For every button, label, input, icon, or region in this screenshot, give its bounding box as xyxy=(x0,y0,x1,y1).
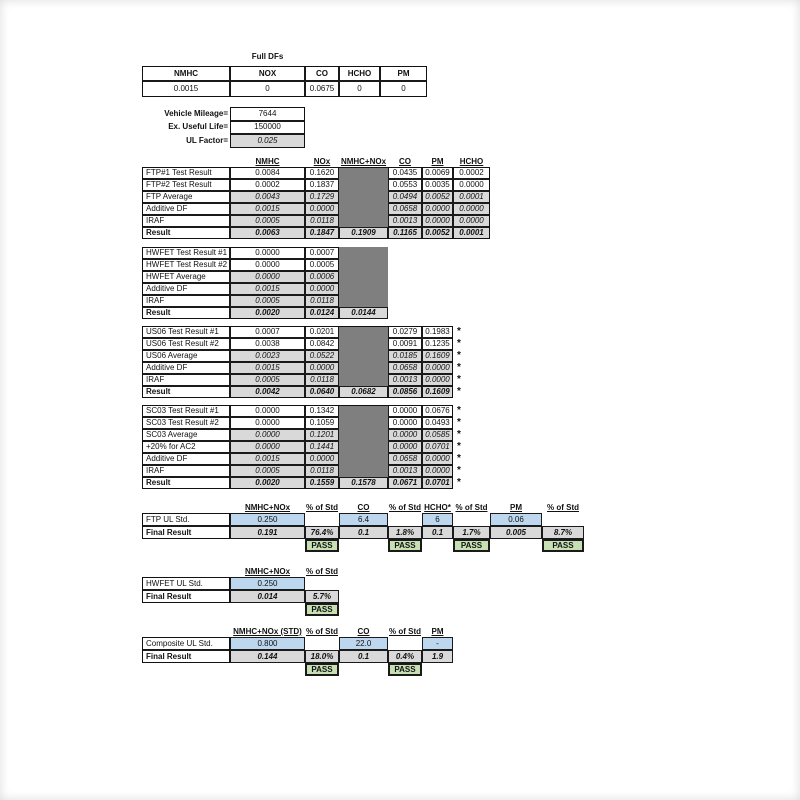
full-dfs-header-cell: PM xyxy=(380,66,427,81)
hwfet-row-label: IRAF xyxy=(142,295,230,307)
sc03-value-cell: 0.1201 xyxy=(305,429,339,441)
sc03-value-cell: 0.0493 xyxy=(422,417,453,429)
comp-sum-final-value-cell: 0.4% xyxy=(388,650,422,663)
ftp-row-label: FTP Average xyxy=(142,191,230,203)
us06-value-cell: 0.0000 xyxy=(422,374,453,386)
pass-badge: PASS xyxy=(305,663,339,676)
comp-sum-std-label: Composite UL Std. xyxy=(142,637,230,650)
sc03-value-cell: 0.0000 xyxy=(422,453,453,465)
ftp-sum-final-value-cell: 0.191 xyxy=(230,526,305,539)
sc03-row-label: SC03 Average xyxy=(142,429,230,441)
column-header: % of Std xyxy=(455,503,488,512)
full-dfs-value-cell: 0 xyxy=(380,81,427,97)
sc03-value-cell: 0.0585 xyxy=(422,429,453,441)
ftp-value-cell: 0.1165 xyxy=(388,227,422,239)
ftp-sum-final-label: Final Result xyxy=(142,526,230,539)
us06-value-cell: 0.0013 xyxy=(388,374,422,386)
sc03-value-cell: 0.0658 xyxy=(388,453,422,465)
ftp-value-cell: 0.0084 xyxy=(230,167,305,179)
hwfet-value-cell: 0.0000 xyxy=(230,271,305,283)
us06-value-cell: 0.0682 xyxy=(339,386,388,398)
sc03-row-label: Additive DF xyxy=(142,453,230,465)
sc03-value-cell: 0.0676 xyxy=(422,405,453,417)
footnote-asterisk: * xyxy=(457,453,461,464)
full-dfs-value-cell: 0.0015 xyxy=(142,81,230,97)
us06-value-cell: 0.0279 xyxy=(388,326,422,338)
ftp-value-cell: 0.0015 xyxy=(230,203,305,215)
ftp-sum-final-value-cell: 0.005 xyxy=(490,526,542,539)
nmhc-nox-blocked-region xyxy=(339,247,388,307)
hwfet-value-cell: 0.0118 xyxy=(305,295,339,307)
hwfet-value-cell: 0.0020 xyxy=(230,307,305,319)
ftp-row-label: Result xyxy=(142,227,230,239)
ftp-value-cell: 0.1729 xyxy=(305,191,339,203)
comp-sum-final-value-cell: 18.0% xyxy=(305,650,339,663)
column-header: NMHC+NOx xyxy=(340,157,387,166)
ftp-value-cell: 0.1620 xyxy=(305,167,339,179)
column-header: NMHC+NOx xyxy=(244,503,291,512)
sc03-value-cell: 0.0000 xyxy=(388,405,422,417)
ftp-sum-final-value-cell: 1.7% xyxy=(453,526,490,539)
ftp-value-cell: 0.0553 xyxy=(388,179,422,191)
column-header: % of Std xyxy=(306,503,338,512)
us06-value-cell: 0.0000 xyxy=(305,362,339,374)
us06-value-cell: 0.0185 xyxy=(388,350,422,362)
us06-row-label: IRAF xyxy=(142,374,230,386)
vehicle-info-value-cell: 150000 xyxy=(230,121,305,135)
hwfet-value-cell: 0.0007 xyxy=(305,247,339,259)
comp-sum-final-value-cell: 1.9 xyxy=(422,650,453,663)
full-dfs-header-cell: NOX xyxy=(230,66,305,81)
ftp-sum-final-value-cell: 76.4% xyxy=(305,526,339,539)
ftp-sum-std-value-cell: 6 xyxy=(422,513,453,526)
pass-badge: PASS xyxy=(542,539,584,552)
sc03-row-label: IRAF xyxy=(142,465,230,477)
ftp-value-cell: 0.1837 xyxy=(305,179,339,191)
footnote-asterisk: * xyxy=(457,465,461,476)
ftp-sum-final-value-cell: 1.8% xyxy=(388,526,422,539)
hwfet-row-label: Result xyxy=(142,307,230,319)
us06-value-cell: 0.0658 xyxy=(388,362,422,374)
us06-value-cell: 0.0640 xyxy=(305,386,339,398)
ftp-value-cell: 0.0001 xyxy=(453,227,490,239)
vehicle-info-value-cell: 0.025 xyxy=(230,134,305,148)
sc03-value-cell: 0.0015 xyxy=(230,453,305,465)
footnote-asterisk: * xyxy=(457,326,461,337)
sc03-value-cell: 0.0000 xyxy=(230,441,305,453)
ftp-value-cell: 0.0052 xyxy=(422,227,453,239)
pass-badge: PASS xyxy=(305,603,339,616)
sc03-value-cell: 0.0000 xyxy=(388,417,422,429)
footnote-asterisk: * xyxy=(457,417,461,428)
nmhc-nox-blocked-region xyxy=(339,167,388,227)
column-header: PM xyxy=(431,157,444,166)
sc03-value-cell: 0.0701 xyxy=(422,477,453,489)
ftp-value-cell: 0.0005 xyxy=(230,215,305,227)
ftp-value-cell: 0.0435 xyxy=(388,167,422,179)
ftp-sum-final-value-cell: 0.1 xyxy=(422,526,453,539)
sc03-value-cell: 0.1059 xyxy=(305,417,339,429)
ftp-value-cell: 0.0013 xyxy=(388,215,422,227)
comp-sum-final-value-cell: 0.144 xyxy=(230,650,305,663)
us06-value-cell: 0.0842 xyxy=(305,338,339,350)
footnote-asterisk: * xyxy=(457,362,461,373)
ftp-row-label: FTP#1 Test Result xyxy=(142,167,230,179)
hwfet-sum-std-label: HWFET UL Std. xyxy=(142,577,230,590)
column-header: PM xyxy=(510,503,522,512)
us06-value-cell: 0.0091 xyxy=(388,338,422,350)
hwfet-sum-std-value-cell: 0.250 xyxy=(230,577,305,590)
hwfet-row-label: HWFET Test Result #2 xyxy=(142,259,230,271)
us06-value-cell: 0.0000 xyxy=(422,362,453,374)
hwfet-value-cell: 0.0005 xyxy=(305,259,339,271)
pass-badge: PASS xyxy=(388,539,422,552)
hwfet-row-label: HWFET Average xyxy=(142,271,230,283)
sc03-row-label: SC03 Test Result #1 xyxy=(142,405,230,417)
hwfet-row-label: Additive DF xyxy=(142,283,230,295)
us06-value-cell: 0.1983 xyxy=(422,326,453,338)
us06-row-label: Additive DF xyxy=(142,362,230,374)
ftp-sum-std-value-cell: 0.06 xyxy=(490,513,542,526)
column-header: % of Std xyxy=(306,627,338,636)
pass-badge: PASS xyxy=(453,539,490,552)
column-header: HCHO xyxy=(459,157,484,166)
sc03-value-cell: 0.0005 xyxy=(230,465,305,477)
footnote-asterisk: * xyxy=(457,386,461,397)
full-dfs-title: Full DFs xyxy=(251,52,284,61)
column-header: CO xyxy=(357,627,370,636)
ftp-value-cell: 0.0001 xyxy=(453,191,490,203)
ftp-sum-std-label: FTP UL Std. xyxy=(142,513,230,526)
ftp-sum-final-value-cell: 8.7% xyxy=(542,526,584,539)
ftp-value-cell: 0.0063 xyxy=(230,227,305,239)
column-header: PM xyxy=(431,627,444,636)
comp-sum-final-label: Final Result xyxy=(142,650,230,663)
us06-value-cell: 0.0118 xyxy=(305,374,339,386)
sc03-value-cell: 0.0000 xyxy=(388,429,422,441)
us06-row-label: Result xyxy=(142,386,230,398)
us06-value-cell: 0.0201 xyxy=(305,326,339,338)
ftp-sum-std-value-cell: 0.250 xyxy=(230,513,305,526)
hwfet-value-cell: 0.0000 xyxy=(230,259,305,271)
column-header: CO xyxy=(357,503,370,512)
ftp-value-cell: 0.0052 xyxy=(422,191,453,203)
column-header: NMHC xyxy=(255,157,280,166)
footnote-asterisk: * xyxy=(457,441,461,452)
full-dfs-header-cell: HCHO xyxy=(339,66,380,81)
full-dfs-value-cell: 0.0675 xyxy=(305,81,339,97)
sc03-row-label: SC03 Test Result #2 xyxy=(142,417,230,429)
vehicle-info-label: UL Factor= xyxy=(186,135,228,145)
vehicle-info-value-cell: 7644 xyxy=(230,107,305,121)
nmhc-nox-blocked-region xyxy=(339,326,388,386)
sc03-row-label: +20% for AC2 xyxy=(142,441,230,453)
hwfet-sum-final-value-cell: 5.7% xyxy=(305,590,339,603)
ftp-sum-std-value-cell: 6.4 xyxy=(339,513,388,526)
us06-value-cell: 0.1235 xyxy=(422,338,453,350)
sc03-value-cell: 0.1441 xyxy=(305,441,339,453)
hwfet-row-label: HWFET Test Result #1 xyxy=(142,247,230,259)
ftp-value-cell: 0.0043 xyxy=(230,191,305,203)
footnote-asterisk: * xyxy=(457,374,461,385)
pass-badge: PASS xyxy=(305,539,339,552)
ftp-value-cell: 0.0658 xyxy=(388,203,422,215)
ftp-value-cell: 0.0002 xyxy=(453,167,490,179)
column-header: % of Std xyxy=(389,503,421,512)
hwfet-sum-final-value-cell: 0.014 xyxy=(230,590,305,603)
us06-row-label: US06 Test Result #2 xyxy=(142,338,230,350)
column-header: HCHO* xyxy=(424,503,451,512)
full-dfs-value-cell: 0 xyxy=(230,81,305,97)
sc03-value-cell: 0.0000 xyxy=(388,441,422,453)
vehicle-info-label: Ex. Useful Life= xyxy=(168,122,228,132)
column-header: NMHC+NOx (STD) xyxy=(233,627,302,636)
ftp-value-cell: 0.0494 xyxy=(388,191,422,203)
ftp-row-label: FTP#2 Test Result xyxy=(142,179,230,191)
full-dfs-value-cell: 0 xyxy=(339,81,380,97)
us06-value-cell: 0.0042 xyxy=(230,386,305,398)
us06-value-cell: 0.1609 xyxy=(422,350,453,362)
full-dfs-header-cell: CO xyxy=(305,66,339,81)
us06-value-cell: 0.0038 xyxy=(230,338,305,350)
ftp-value-cell: 0.0035 xyxy=(422,179,453,191)
ftp-value-cell: 0.0002 xyxy=(230,179,305,191)
hwfet-value-cell: 0.0124 xyxy=(305,307,339,319)
footnote-asterisk: * xyxy=(457,350,461,361)
hwfet-value-cell: 0.0006 xyxy=(305,271,339,283)
footnote-asterisk: * xyxy=(457,477,461,488)
footnote-asterisk: * xyxy=(457,429,461,440)
us06-value-cell: 0.0005 xyxy=(230,374,305,386)
us06-row-label: US06 Test Result #1 xyxy=(142,326,230,338)
sc03-value-cell: 0.0020 xyxy=(230,477,305,489)
ftp-value-cell: 0.0000 xyxy=(422,215,453,227)
comp-sum-std-value-cell: 22.0 xyxy=(339,637,388,650)
sc03-value-cell: 0.0000 xyxy=(422,465,453,477)
ftp-value-cell: 0.0000 xyxy=(453,215,490,227)
column-header: % of Std xyxy=(306,567,338,576)
footnote-asterisk: * xyxy=(457,405,461,416)
ftp-value-cell: 0.0000 xyxy=(422,203,453,215)
column-header: % of Std xyxy=(389,627,421,636)
comp-sum-final-value-cell: 0.1 xyxy=(339,650,388,663)
column-header: NMHC+NOx xyxy=(244,567,291,576)
sc03-value-cell: 0.1559 xyxy=(305,477,339,489)
sc03-value-cell: 0.0701 xyxy=(422,441,453,453)
us06-value-cell: 0.0023 xyxy=(230,350,305,362)
sc03-value-cell: 0.0118 xyxy=(305,465,339,477)
full-dfs-header-cell: NMHC xyxy=(142,66,230,81)
ftp-value-cell: 0.0069 xyxy=(422,167,453,179)
sc03-value-cell: 0.0000 xyxy=(305,453,339,465)
footnote-asterisk: * xyxy=(457,338,461,349)
us06-value-cell: 0.0015 xyxy=(230,362,305,374)
us06-row-label: US06 Average xyxy=(142,350,230,362)
ftp-value-cell: 0.0000 xyxy=(305,203,339,215)
us06-value-cell: 0.1609 xyxy=(422,386,453,398)
hwfet-sum-final-label: Final Result xyxy=(142,590,230,603)
hwfet-value-cell: 0.0005 xyxy=(230,295,305,307)
hwfet-value-cell: 0.0144 xyxy=(339,307,388,319)
us06-value-cell: 0.0522 xyxy=(305,350,339,362)
column-header: % of Std xyxy=(547,503,579,512)
ftp-value-cell: 0.0000 xyxy=(453,179,490,191)
hwfet-value-cell: 0.0000 xyxy=(305,283,339,295)
sc03-value-cell: 0.0000 xyxy=(230,429,305,441)
sc03-value-cell: 0.1342 xyxy=(305,405,339,417)
sc03-row-label: Result xyxy=(142,477,230,489)
sc03-value-cell: 0.0000 xyxy=(230,405,305,417)
comp-sum-std-value-cell: 0.800 xyxy=(230,637,305,650)
nmhc-nox-blocked-region xyxy=(339,405,388,477)
column-header: NOx xyxy=(313,157,331,166)
us06-value-cell: 0.0856 xyxy=(388,386,422,398)
sc03-value-cell: 0.0671 xyxy=(388,477,422,489)
sc03-value-cell: 0.1578 xyxy=(339,477,388,489)
ftp-value-cell: 0.0118 xyxy=(305,215,339,227)
ftp-value-cell: 0.1847 xyxy=(305,227,339,239)
ftp-row-label: Additive DF xyxy=(142,203,230,215)
ftp-sum-final-value-cell: 0.1 xyxy=(339,526,388,539)
pass-badge: PASS xyxy=(388,663,422,676)
ftp-value-cell: 0.1909 xyxy=(339,227,388,239)
sc03-value-cell: 0.0000 xyxy=(230,417,305,429)
vehicle-info-label: Vehicle Mileage= xyxy=(164,108,228,118)
column-header: CO xyxy=(399,157,411,166)
hwfet-value-cell: 0.0015 xyxy=(230,283,305,295)
comp-sum-std-value-cell: - xyxy=(422,637,453,650)
ftp-row-label: IRAF xyxy=(142,215,230,227)
us06-value-cell: 0.0007 xyxy=(230,326,305,338)
sc03-value-cell: 0.0013 xyxy=(388,465,422,477)
hwfet-value-cell: 0.0000 xyxy=(230,247,305,259)
ftp-value-cell: 0.0000 xyxy=(453,203,490,215)
